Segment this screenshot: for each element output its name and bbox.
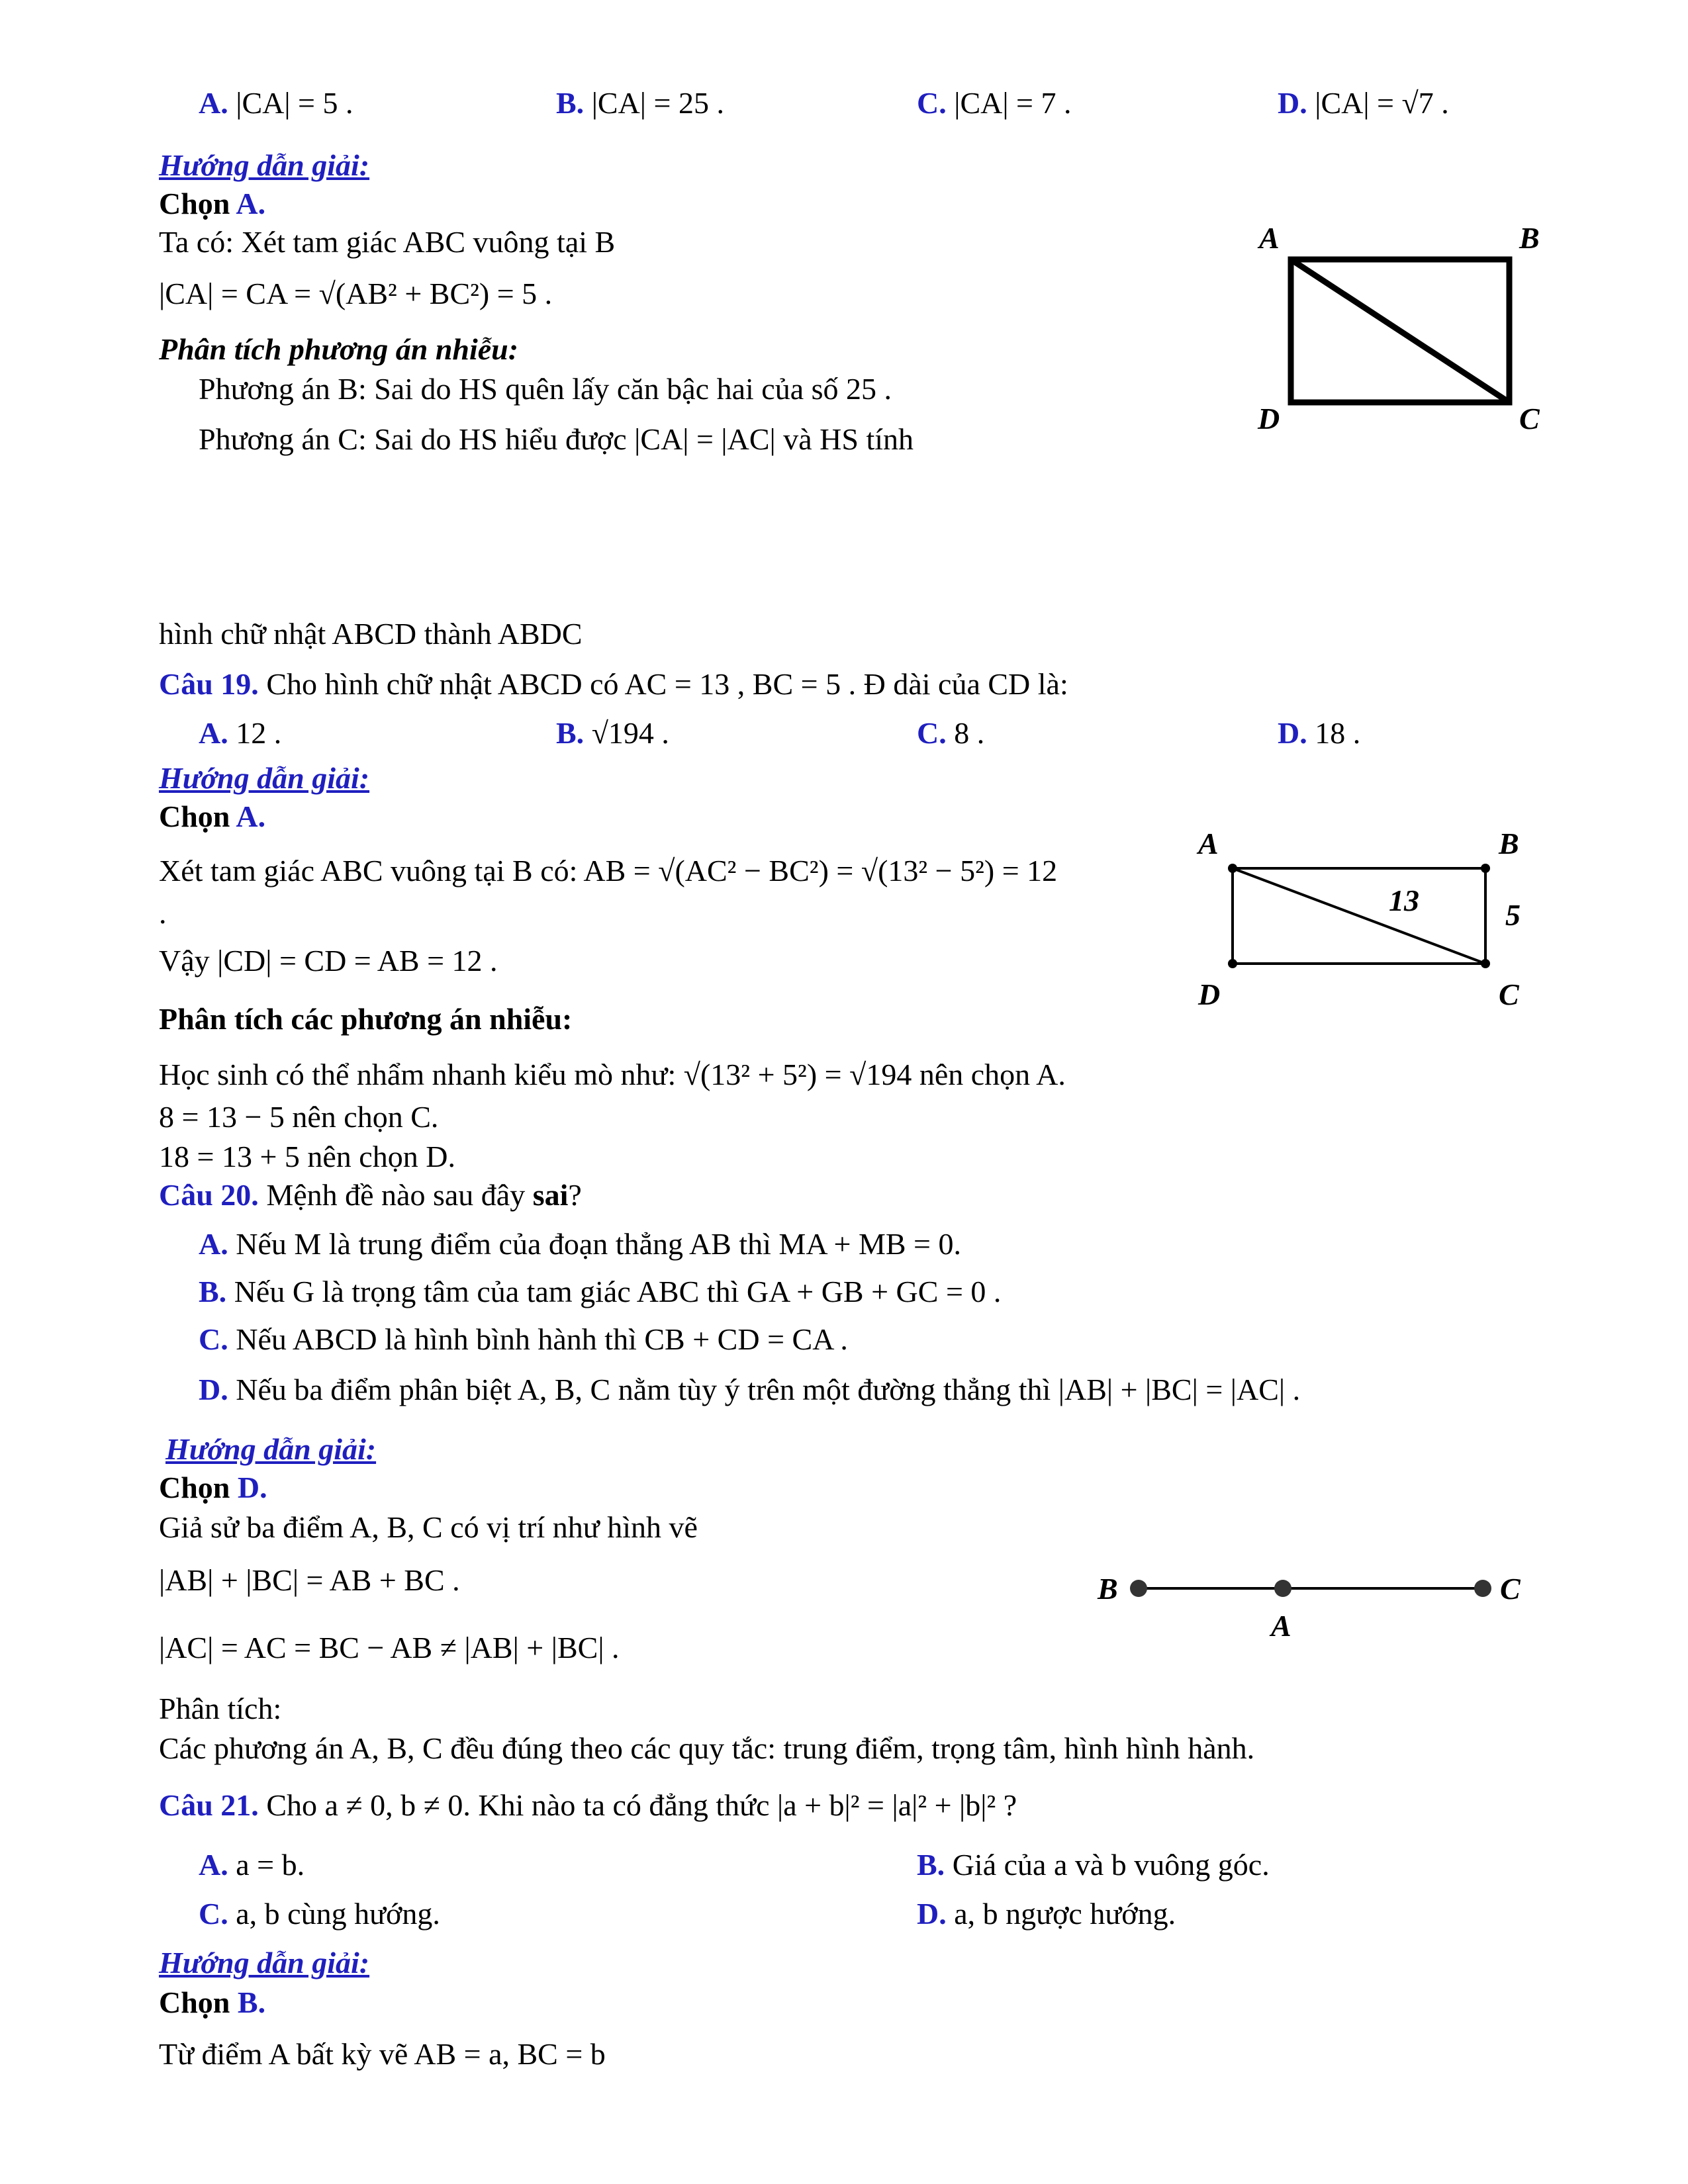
q19-point-c xyxy=(1481,959,1490,968)
q20-line-4: Phân tích: xyxy=(159,1692,282,1725)
q18-label-c: C xyxy=(1519,402,1540,435)
q21-option-b-text: Giá của a và b vuông góc. xyxy=(952,1848,1270,1882)
q20-option-b-text: Nếu G là trọng tâm của tam giác ABC thì GA + GB + GC = 0 . xyxy=(234,1275,1002,1308)
q20-point-a xyxy=(1274,1580,1291,1597)
q20-stem xyxy=(159,1177,582,1214)
q18-option-d[interactable] xyxy=(1278,85,1449,122)
q19-stem-text: Cho hình chữ nhật ABCD có AC = 13 , BC = 5 . Đ dài của CD là: xyxy=(266,667,1068,701)
q20-option-a-text: Nếu M là trung điểm của đoạn thẳng AB thì MA + MB = 0. xyxy=(236,1227,961,1261)
q19-point-a xyxy=(1228,864,1237,873)
q19-option-a-text: 12 . xyxy=(236,716,282,750)
q20-choice xyxy=(159,1469,267,1506)
q18-line-3: Phương án B: Sai do HS quên lấy căn bậc hai của số 25 . xyxy=(199,372,892,406)
q19-option-b-text: √194 . xyxy=(591,716,669,750)
q21-option-a[interactable] xyxy=(199,1846,305,1884)
q19-diagonal-ac xyxy=(1233,868,1485,964)
q19-label-b: B xyxy=(1499,827,1519,860)
q19-option-a-key: A. xyxy=(199,716,228,750)
q20-label-c: C xyxy=(1500,1572,1521,1606)
q21-choice-value: B. xyxy=(237,1985,266,2019)
q19-option-c-text: 8 . xyxy=(954,716,985,750)
q18-label-d: D xyxy=(1258,402,1280,435)
q20-stem-pre: Mệnh đề nào sau đây xyxy=(266,1178,526,1212)
q19-option-b[interactable] xyxy=(556,715,669,752)
q19-option-c-key: C. xyxy=(917,716,947,750)
q18-option-d-key: D. xyxy=(1278,86,1307,120)
q21-line-1: Từ điểm A bất kỳ vẽ AB = a, BC = b xyxy=(159,2037,606,2071)
q18-option-c-text: |CA| = 7 . xyxy=(954,86,1072,120)
q20-option-a[interactable] xyxy=(199,1226,961,1263)
q20-choice-value: D. xyxy=(237,1471,267,1504)
q21-option-c-text: a, b cùng hướng. xyxy=(236,1897,440,1931)
q18-option-a-key: A. xyxy=(199,86,228,120)
q20-choice-label: Chọn xyxy=(159,1471,230,1504)
q21-option-c[interactable] xyxy=(199,1895,440,1933)
q19-choice xyxy=(159,798,265,835)
q20-option-d[interactable] xyxy=(199,1371,1300,1408)
q18-option-a-text: |CA| = 5 . xyxy=(236,86,353,120)
q20-stem-post: ? xyxy=(568,1178,582,1212)
q19-line-2: Vậy |CD| = CD = AB = 12 . xyxy=(159,944,498,978)
q20-line-3: |AC| = AC = BC − AB ≠ |AB| + |BC| . xyxy=(159,1631,620,1664)
q18-analysis-heading: Phân tích phương án nhiễu: xyxy=(159,332,519,366)
q21-solution-heading: Hướng dẫn giải: xyxy=(159,1946,370,1979)
q19-option-b-key: B. xyxy=(556,716,585,750)
q20-option-d-key: D. xyxy=(199,1373,228,1406)
q20-line-2: |AB| + |BC| = AB + BC . xyxy=(159,1563,460,1597)
q21-choice-label: Chọn xyxy=(159,1985,230,2019)
q20-label: Câu 20. xyxy=(159,1178,259,1212)
q20-label-a: A xyxy=(1271,1609,1291,1643)
q21-option-b-key: B. xyxy=(917,1848,945,1882)
q20-collinear-points-figure xyxy=(1086,1562,1549,1648)
q19-point-b xyxy=(1481,864,1490,873)
q19-option-c[interactable] xyxy=(917,715,984,752)
q21-option-d-text: a, b ngược hướng. xyxy=(954,1897,1176,1931)
q21-option-c-key: C. xyxy=(199,1897,228,1931)
q21-option-a-key: A. xyxy=(199,1848,228,1882)
q18-option-b[interactable] xyxy=(556,85,724,122)
q20-option-a-key: A. xyxy=(199,1227,228,1261)
q18-line-4: Phương án C: Sai do HS hiểu được |CA| = |AC| và HS tính xyxy=(199,422,914,456)
q19-line-1b: . xyxy=(159,896,167,930)
q20-option-c-text: Nếu ABCD là hình bình hành thì CB + CD = CA . xyxy=(236,1322,848,1356)
q19-option-d[interactable] xyxy=(1278,715,1360,752)
q19-line-4: 8 = 13 − 5 nên chọn C. xyxy=(159,1100,439,1134)
q18-solution-heading: Hướng dẫn giải: xyxy=(159,148,370,182)
q18-line-5: hình chữ nhật ABCD thành ABDC xyxy=(159,617,583,651)
q20-point-b xyxy=(1130,1580,1147,1597)
q19-stem xyxy=(159,666,1068,703)
q21-stem xyxy=(159,1787,1017,1824)
q19-label-diagonal-13: 13 xyxy=(1389,884,1419,917)
q20-option-b-key: B. xyxy=(199,1275,227,1308)
q20-solution-heading: Hướng dẫn giải: xyxy=(165,1432,377,1466)
q18-option-b-text: |CA| = 25 . xyxy=(591,86,724,120)
q20-line-5: Các phương án A, B, C đều đúng theo các quy tắc: trung điểm, trọng tâm, hình hình hành. xyxy=(159,1731,1255,1765)
q21-label: Câu 21. xyxy=(159,1788,259,1822)
q21-option-d[interactable] xyxy=(917,1895,1176,1933)
q18-option-b-key: B. xyxy=(556,86,585,120)
q18-choice xyxy=(159,185,265,222)
q20-label-b: B xyxy=(1098,1572,1118,1606)
q19-solution-heading: Hướng dẫn giải: xyxy=(159,761,370,795)
q18-choice-label: Chọn xyxy=(159,187,230,220)
q18-option-c[interactable] xyxy=(917,85,1072,122)
q18-rectangle-figure xyxy=(1244,218,1549,443)
q19-line-1: Xét tam giác ABC vuông tại B có: AB = √(AC² − BC²) = √(13² − 5²) = 12 xyxy=(159,854,1058,887)
q21-stem-text: Cho a ≠ 0, b ≠ 0. Khi nào ta có đẳng thức |a + b|² = |a|² + |b|² ? xyxy=(266,1788,1017,1822)
q19-rectangle-figure xyxy=(1178,814,1549,1019)
q20-stem-bold: sai xyxy=(532,1178,569,1212)
q21-choice xyxy=(159,1984,265,2021)
q18-choice-value: A. xyxy=(236,187,266,220)
q19-option-d-key: D. xyxy=(1278,716,1307,750)
q20-option-b[interactable] xyxy=(199,1273,1001,1310)
q19-analysis-heading: Phân tích các phương án nhiễu: xyxy=(159,1002,573,1036)
q19-label-d: D xyxy=(1198,978,1221,1011)
q19-option-d-text: 18 . xyxy=(1315,716,1361,750)
q19-choice-label: Chọn xyxy=(159,799,230,833)
q20-option-d-text: Nếu ba điểm phân biệt A, B, C nằm tùy ý trên một đường thẳng thì |AB| + |BC| = |AC| . xyxy=(236,1373,1301,1406)
q19-label: Câu 19. xyxy=(159,667,259,701)
q19-point-d xyxy=(1228,959,1237,968)
q18-diagonal-ac xyxy=(1291,259,1509,402)
q18-line-1: Ta có: Xét tam giác ABC vuông tại B xyxy=(159,225,616,259)
q21-option-a-text: a = b. xyxy=(236,1848,305,1882)
q21-option-d-key: D. xyxy=(917,1897,947,1931)
q19-line-3: Học sinh có thể nhẩm nhanh kiểu mò như: √(13² + 5²) = √194 nên chọn A. xyxy=(159,1058,1066,1091)
q18-option-c-key: C. xyxy=(917,86,947,120)
q20-line-1: Giả sử ba điểm A, B, C có vị trí như hình vẽ xyxy=(159,1510,698,1544)
q21-option-b[interactable] xyxy=(917,1846,1270,1884)
q19-label-c: C xyxy=(1499,978,1519,1011)
q19-option-a[interactable] xyxy=(199,715,281,752)
q18-label-a: A xyxy=(1259,221,1280,255)
q18-label-b: B xyxy=(1519,221,1540,255)
q19-line-5: 18 = 13 + 5 nên chọn D. xyxy=(159,1140,455,1173)
q19-choice-value: A. xyxy=(236,799,266,833)
q20-point-c xyxy=(1474,1580,1491,1597)
q18-option-d-text: |CA| = √7 . xyxy=(1315,86,1449,120)
q19-label-side-5: 5 xyxy=(1505,898,1521,932)
q20-option-c-key: C. xyxy=(199,1322,228,1356)
q18-option-a[interactable] xyxy=(199,85,353,122)
q18-line-2: |CA| = CA = √(AB² + BC²) = 5 . xyxy=(159,277,553,310)
q19-label-a: A xyxy=(1198,827,1219,860)
q20-option-c[interactable] xyxy=(199,1321,848,1358)
